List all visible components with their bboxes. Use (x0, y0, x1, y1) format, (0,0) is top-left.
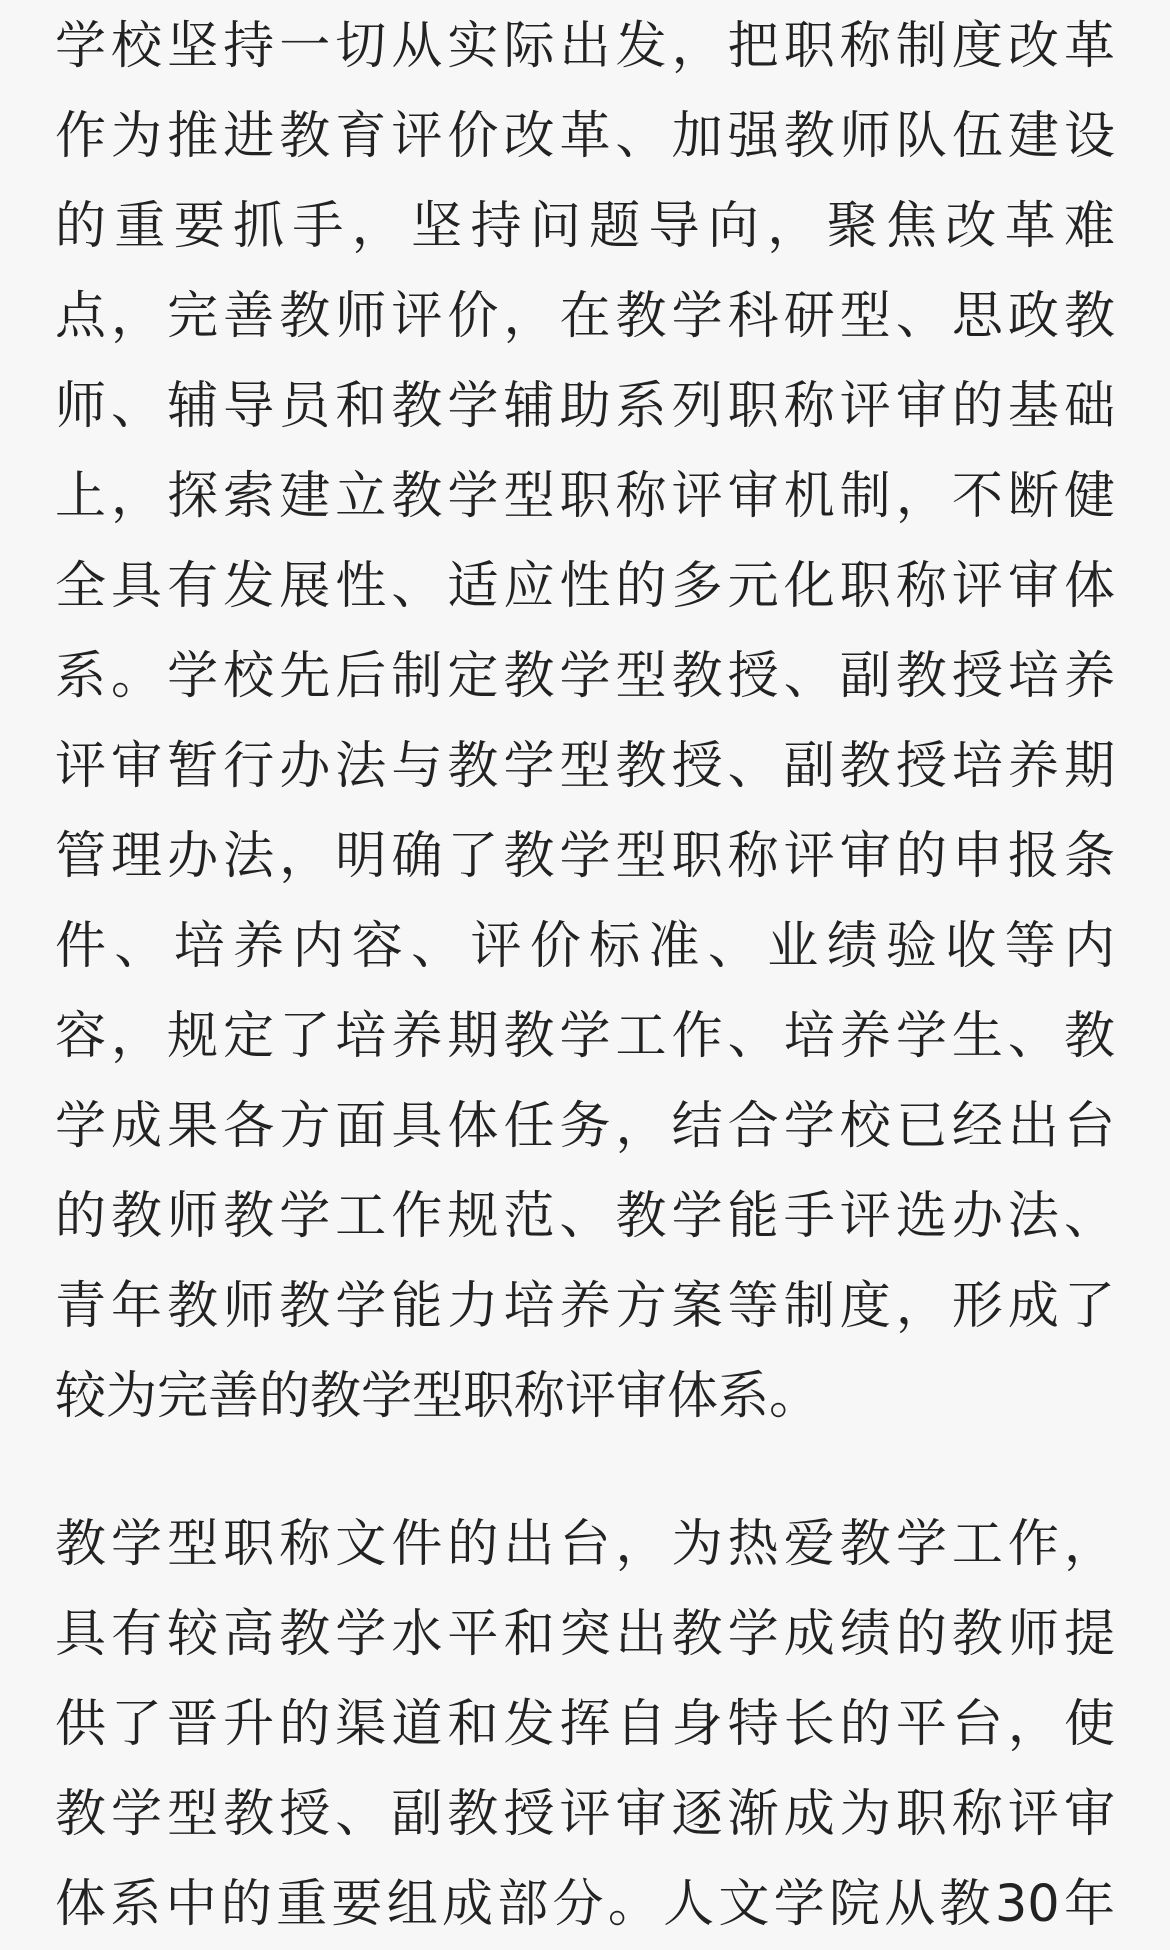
text-line: 件、培养内容、评价标准、业绩验收等内 (55, 917, 1115, 976)
text-line: 学成果各方面具体任务，结合学校已经出台 (55, 1097, 1115, 1156)
text-line: 作为推进教育评价改革、加强教师队伍建设 (55, 107, 1115, 166)
text-line: 点，完善教师评价，在教学科研型、思政教 (55, 287, 1115, 346)
text-line: 学校坚持一切从实际出发，把职称制度改革 (55, 17, 1115, 76)
text-line: 师、辅导员和教学辅助系列职称评审的基础 (55, 377, 1115, 436)
text-line: 管理办法，明确了教学型职称评审的申报条 (55, 827, 1115, 886)
text-line: 具有较高教学水平和突出教学成绩的教师提 (55, 1605, 1115, 1664)
text-line: 全具有发展性、适应性的多元化职称评审体 (55, 557, 1115, 616)
text-line-last: 较为完善的教学型职称评审体系。 (55, 1367, 821, 1426)
text-line: 体系中的重要组成部分。人文学院从教30年 (55, 1875, 1115, 1934)
paragraph-1 (55, 2, 1115, 1442)
paragraph-2 (55, 1500, 1115, 1950)
text-line: 容，规定了培养期教学工作、培养学生、教 (55, 1007, 1115, 1066)
text-line: 教学型职称文件的出台，为热爱教学工作， (55, 1515, 1115, 1574)
text-line: 的重要抓手，坚持问题导向，聚焦改革难 (55, 197, 1115, 256)
text-line: 的教师教学工作规范、教学能手评选办法、 (55, 1187, 1115, 1246)
text-line: 上，探索建立教学型职称评审机制，不断健 (55, 467, 1115, 526)
text-line: 教学型教授、副教授评审逐渐成为职称评审 (55, 1785, 1115, 1844)
text-line: 系。学校先后制定教学型教授、副教授培养 (55, 647, 1115, 706)
text-line: 供了晋升的渠道和发挥自身特长的平台，使 (55, 1695, 1115, 1754)
text-line: 评审暂行办法与教学型教授、副教授培养期 (55, 737, 1115, 796)
text-line: 青年教师教学能力培养方案等制度，形成了 (55, 1277, 1115, 1336)
